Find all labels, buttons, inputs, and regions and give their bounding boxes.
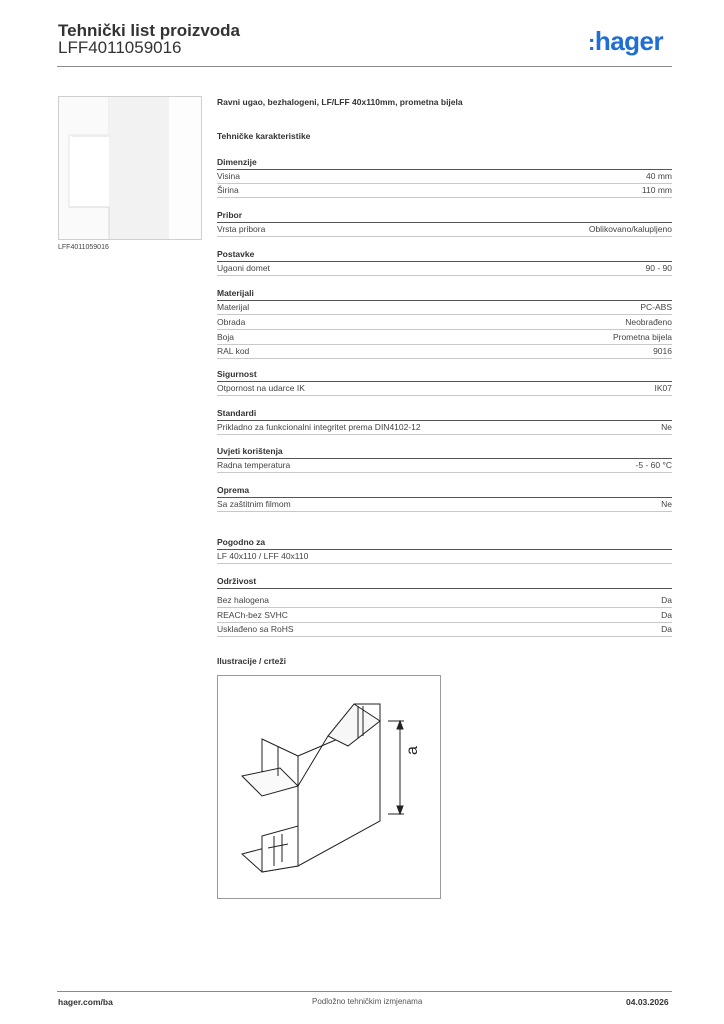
hager-logo: :hager (588, 26, 664, 56)
spec-value: 110 mm (641, 185, 672, 195)
spec-key: Bez halogena (217, 595, 269, 605)
spec-row (217, 345, 672, 359)
spec-key: Usklađeno sa RoHS (217, 624, 294, 634)
spec-row (217, 609, 672, 623)
spec-row (217, 550, 672, 564)
technical-drawing-svg (218, 676, 440, 898)
spec-key: Otpornost na udarce IK (217, 383, 305, 393)
spec-key: Sa zaštitnim filmom (217, 499, 291, 509)
product-code: LFF4011059016 (58, 38, 182, 57)
spec-value: 40 mm (646, 171, 672, 181)
spec-value: Da (661, 610, 672, 620)
illustration-title: Ilustracije / crteži (217, 656, 286, 666)
page-title: Tehnički list proizvoda (58, 21, 240, 40)
spec-value: 90 - 90 (645, 263, 672, 273)
spec-row (217, 301, 672, 315)
spec-value: Da (661, 595, 672, 605)
spec-row (217, 421, 672, 435)
spec-row (217, 382, 672, 396)
spec-row (217, 262, 672, 276)
dimension-label: a (404, 746, 421, 755)
footer-date: 04.03.2026 (626, 997, 669, 1007)
spec-row (217, 316, 672, 330)
section-standardi: Standardi (217, 408, 672, 421)
technical-drawing (217, 675, 441, 899)
spec-key: RAL kod (217, 346, 250, 356)
spec-value: Prometna bijela (612, 332, 672, 342)
section-sigurnost: Sigurnost (217, 369, 672, 382)
spec-value: Oblikovano/kalupljeno (588, 224, 672, 234)
logo-text: hager (594, 26, 664, 56)
spec-key: Radna temperatura (217, 460, 291, 470)
section-pribor: Pribor (217, 210, 672, 223)
section-odrzivost: Održivost (217, 576, 672, 589)
spec-value: IK07 (654, 383, 672, 393)
footer-website: hager.com/ba (58, 997, 113, 1007)
spec-value: 9016 (653, 346, 672, 356)
spec-key: Širina (217, 185, 239, 195)
section-materijali: Materijali (217, 288, 672, 301)
section-dimenzije: Dimenzije (217, 157, 672, 170)
spec-value: PC-ABS (640, 302, 672, 312)
spec-key: Prikladno za funkcionalni integritet prema DIN4102-12 (217, 422, 421, 432)
section-uvjeti: Uvjeti korištenja (217, 446, 672, 459)
product-photo-image (59, 97, 201, 239)
footer-note: Podložno tehničkim izmjenama (312, 997, 423, 1006)
spec-row (217, 498, 672, 512)
spec-value: -5 - 60 °C (635, 460, 672, 470)
spec-key: REACh-bez SVHC (217, 610, 288, 620)
spec-value: Ne (661, 422, 672, 432)
spec-value: Da (661, 624, 672, 634)
spec-row (217, 459, 672, 473)
spec-key: LF 40x110 / LFF 40x110 (217, 551, 309, 561)
footer-divider (57, 991, 672, 992)
spec-row (217, 223, 672, 237)
spec-row (217, 331, 672, 345)
product-description: Ravni ugao, bezhalogeni, LF/LFF 40x110mm, prometna bijela (217, 97, 463, 107)
product-photo (58, 96, 202, 240)
spec-key: Visina (217, 171, 240, 181)
spec-row (217, 623, 672, 637)
section-postavke: Postavke (217, 249, 672, 262)
header-divider (57, 66, 672, 67)
spec-key: Materijal (217, 302, 250, 312)
section-oprema: Oprema (217, 485, 672, 498)
spec-key: Vrsta pribora (217, 224, 266, 234)
spec-key: Obrada (217, 317, 246, 327)
spec-key: Ugaoni domet (217, 263, 270, 273)
spec-row (217, 594, 672, 608)
spec-key: Boja (217, 332, 235, 342)
spec-row (217, 184, 672, 198)
spec-value: Ne (661, 499, 672, 509)
spec-value: Neobrađeno (625, 317, 672, 327)
photo-caption: LFF4011059016 (58, 244, 109, 251)
section-pogodno: Pogodno za (217, 537, 672, 550)
spec-title: Tehničke karakteristike (217, 131, 311, 141)
spec-row (217, 170, 672, 184)
